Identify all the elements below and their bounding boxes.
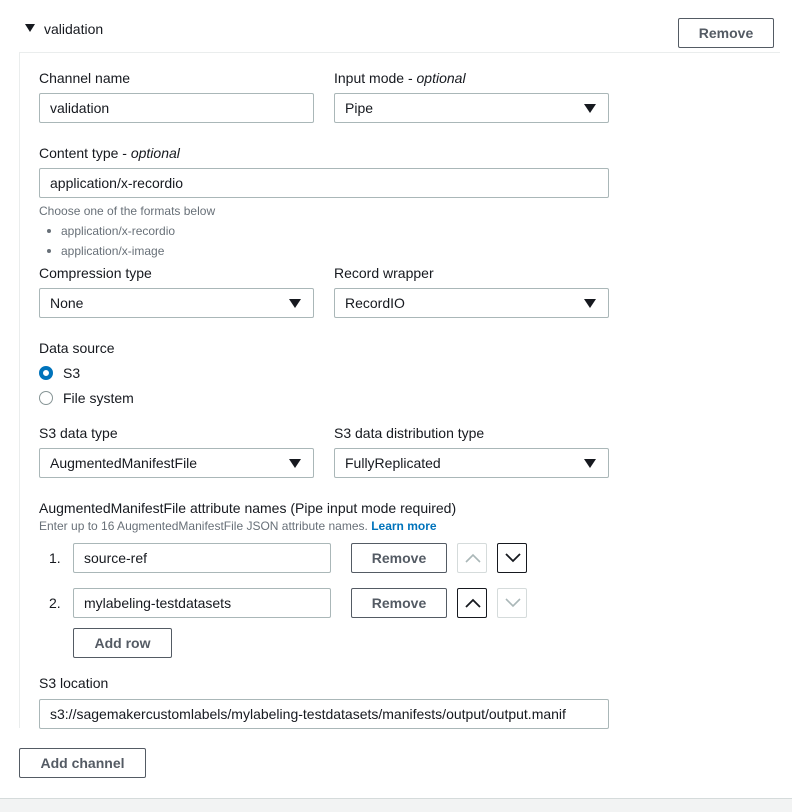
chevron-down-icon <box>289 299 301 308</box>
chevron-down-icon <box>584 459 596 468</box>
section-title: validation <box>44 21 104 37</box>
chevron-down-icon <box>584 104 596 113</box>
move-up-button[interactable] <box>457 588 487 618</box>
attribute-name-input[interactable]: mylabeling-testdatasets <box>73 588 331 618</box>
format-list-item: application/x-recordio <box>39 224 175 238</box>
remove-channel-button[interactable]: Remove <box>678 18 774 48</box>
radio-s3-label: S3 <box>63 365 81 381</box>
format-list-item: application/x-image <box>39 244 164 258</box>
learn-more-link[interactable]: Learn more <box>371 519 437 533</box>
remove-row-button[interactable]: Remove <box>351 588 447 618</box>
add-channel-button[interactable]: Add channel <box>19 748 146 778</box>
attribute-names-hint: Enter up to 16 AugmentedManifestFile JSON attribute names. Learn more <box>39 519 437 533</box>
input-mode-select[interactable]: Pipe <box>334 93 609 123</box>
content-type-label: Content type - optional <box>39 145 180 161</box>
chevron-down-icon <box>504 597 522 609</box>
section-left-border <box>19 52 20 728</box>
radio-file-system[interactable] <box>39 389 159 407</box>
radio-button-unselected[interactable] <box>39 391 53 405</box>
s3-data-type-select[interactable]: AugmentedManifestFile <box>39 448 314 478</box>
chevron-up-icon <box>464 552 482 564</box>
record-wrapper-label: Record wrapper <box>334 265 434 281</box>
s3-location-input[interactable]: s3://sagemakercustomlabels/mylabeling-testdatasets/manifests/output/output.manif <box>39 699 609 729</box>
channel-name-input[interactable]: validation <box>39 93 314 123</box>
compression-type-select[interactable]: None <box>39 288 314 318</box>
chevron-down-icon <box>289 459 301 468</box>
move-up-button <box>457 543 487 573</box>
s3-distribution-type-label: S3 data distribution type <box>334 425 485 441</box>
chevron-down-icon <box>584 299 596 308</box>
attribute-name-input[interactable]: source-ref <box>73 543 331 573</box>
channel-name-label: Channel name <box>39 70 131 86</box>
radio-s3[interactable] <box>39 364 119 382</box>
s3-distribution-type-select[interactable]: FullyReplicated <box>334 448 609 478</box>
move-down-button <box>497 588 527 618</box>
s3-location-label: S3 location <box>39 675 109 691</box>
data-source-label: Data source <box>39 340 115 356</box>
section-collapse-toggle[interactable] <box>24 18 124 38</box>
add-row-button[interactable]: Add row <box>73 628 172 658</box>
row-number: 2. <box>49 595 61 611</box>
chevron-up-icon <box>464 597 482 609</box>
caret-down-icon <box>25 24 35 32</box>
remove-row-button[interactable]: Remove <box>351 543 447 573</box>
footer-divider <box>0 798 792 812</box>
move-down-button[interactable] <box>497 543 527 573</box>
radio-file-system-label: File system <box>63 390 134 406</box>
s3-data-type-label: S3 data type <box>39 425 118 441</box>
input-mode-label: Input mode - optional <box>334 70 466 86</box>
radio-button-selected[interactable] <box>39 366 53 380</box>
compression-type-label: Compression type <box>39 265 152 281</box>
section-divider <box>20 52 780 53</box>
chevron-down-icon <box>504 552 522 564</box>
attribute-names-label: AugmentedManifestFile attribute names (Pipe input mode required) <box>39 500 457 516</box>
content-type-input[interactable]: application/x-recordio <box>39 168 609 198</box>
record-wrapper-select[interactable]: RecordIO <box>334 288 609 318</box>
content-type-hint: Choose one of the formats below <box>39 204 216 218</box>
row-number: 1. <box>49 550 61 566</box>
